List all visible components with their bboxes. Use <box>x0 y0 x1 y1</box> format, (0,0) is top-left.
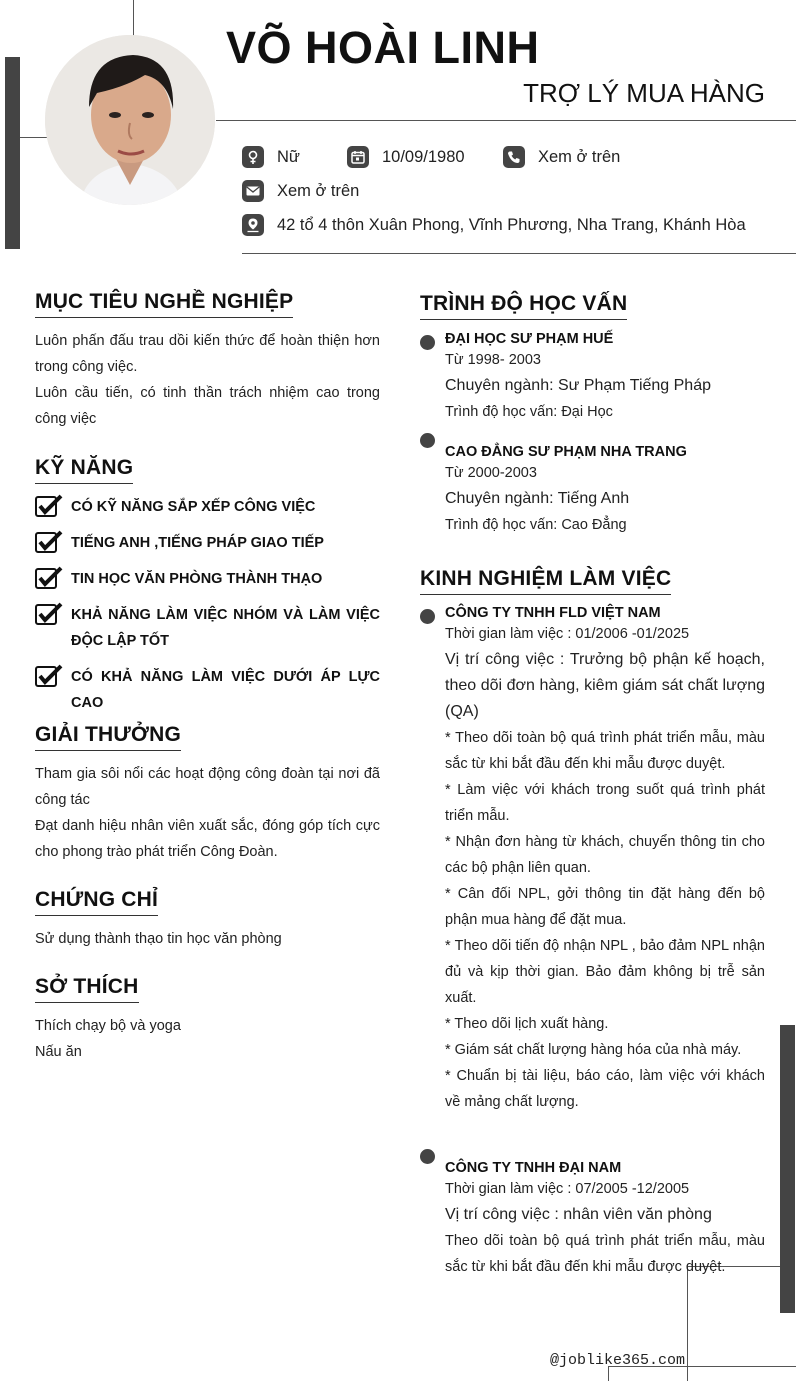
timeline-dot <box>420 1149 435 1164</box>
checkbox-check-icon <box>35 494 63 518</box>
checkbox-check-icon <box>35 566 63 590</box>
duty-line: * Theo dõi toàn bộ quá trình phát triển mẫu, màu sắc từ khi bắt đầu đến khi mẫu được duyệt. <box>445 730 765 772</box>
phone-info <box>503 146 620 168</box>
duty-line: * Nhận đơn hàng từ khách, chuyển thông tin cho các bộ phận liên quan. <box>445 834 765 876</box>
address-info <box>242 214 746 236</box>
skill-item: CÓ KỸ NĂNG SẮP XẾP CÔNG VIỆC <box>35 494 380 520</box>
corner-box-left <box>687 1266 688 1381</box>
email-info <box>242 180 359 202</box>
phone-icon <box>503 146 525 168</box>
work-position: Vị trí công việc : Trưởng bộ phận kế hoạch, theo dõi đơn hàng, kiêm giám sát chất lượng (QA) <box>445 651 765 720</box>
section-title: TRÌNH ĐỘ HỌC VẤN <box>420 292 627 320</box>
education-item <box>445 444 765 538</box>
top-vertical-line <box>133 0 134 40</box>
section-title: CHỨNG CHỈ <box>35 888 158 916</box>
duty-line: * Giám sát chất lượng hàng hóa của nhà máy. <box>445 1042 742 1058</box>
education-level: Trình độ học vấn: Cao Đẳng <box>445 517 627 533</box>
experience-item <box>445 1160 765 1280</box>
gender-text: Nữ <box>277 147 300 166</box>
education-level: Trình độ học vấn: Đại Học <box>445 404 613 420</box>
checkbox-check-icon <box>35 664 63 688</box>
skill-item: CÓ KHẢ NĂNG LÀM VIỆC DƯỚI ÁP LỰC CAO <box>35 664 380 716</box>
birthday-text: 10/09/1980 <box>382 147 465 166</box>
watermark: @joblike365.com <box>550 1352 686 1369</box>
email-icon <box>242 180 264 202</box>
header-divider <box>216 120 796 121</box>
duty-line: * Theo dõi tiến độ nhận NPL , bảo đảm NPL nhận đủ và kịp thời gian. Bảo đảm không bị trễ sản xuất. <box>445 938 765 1006</box>
skills-section <box>35 456 380 716</box>
duty-line: * Theo dõi lịch xuất hàng. <box>445 1016 609 1032</box>
company-name: CÔNG TY TNHH FLD VIỆT NAM <box>445 605 661 621</box>
award-line: Tham gia sôi nổi các hoạt động công đoàn tại nơi đã công tác <box>35 766 380 808</box>
candidate-name: VÕ HOÀI LINH <box>226 22 540 73</box>
address-text: 42 tổ 4 thôn Xuân Phong, Vĩnh Phương, Nha Trang, Khánh Hòa <box>277 215 746 234</box>
objective-section <box>35 290 380 432</box>
hobby-line: Thích chạy bộ và yoga <box>35 1018 181 1034</box>
school-name: ĐẠI HỌC SƯ PHẠM HUẾ <box>445 331 614 347</box>
gender-icon <box>242 146 264 168</box>
info-divider <box>242 253 796 254</box>
timeline-dot <box>420 609 435 624</box>
certificate-line: Sử dụng thành thạo tin học văn phòng <box>35 931 282 947</box>
skill-item: TIẾNG ANH ,TIẾNG PHÁP GIAO TIẾP <box>35 530 380 556</box>
hobby-line: Nấu ăn <box>35 1044 82 1060</box>
section-title: KINH NGHIỆM LÀM VIỆC <box>420 567 671 595</box>
hobbies-section <box>35 975 380 1065</box>
work-position: Vị trí công việc : nhân viên văn phòng <box>445 1206 712 1223</box>
education-major: Chuyên ngành: Sư Phạm Tiếng Pháp <box>445 377 711 394</box>
school-name: CAO ĐẲNG SƯ PHẠM NHA TRANG <box>445 444 687 460</box>
gender-info <box>242 146 300 168</box>
skill-item: TIN HỌC VĂN PHÒNG THÀNH THẠO <box>35 566 380 592</box>
right-accent-bar <box>780 1025 795 1313</box>
birthday-info <box>347 146 465 168</box>
company-name: CÔNG TY TNHH ĐẠI NAM <box>445 1160 622 1176</box>
experience-item <box>445 605 765 1115</box>
education-major: Chuyên ngành: Tiếng Anh <box>445 490 630 507</box>
duty-line: * Cân đối NPL, gởi thông tin đặt hàng đến bộ phận mua hàng để đặt mua. <box>445 886 765 928</box>
calendar-icon <box>347 146 369 168</box>
location-icon <box>242 214 264 236</box>
duty-line: * Làm việc với khách trong suốt quá trình phát triển mẫu. <box>445 782 765 824</box>
awards-section <box>35 723 380 865</box>
experience-section <box>420 567 765 595</box>
work-period: Thời gian làm việc : 01/2006 -01/2025 <box>445 626 690 642</box>
email-text: Xem ở trên <box>277 181 360 200</box>
work-period: Thời gian làm việc : 07/2005 -12/2005 <box>445 1181 690 1197</box>
education-item <box>445 331 765 425</box>
section-title: KỸ NĂNG <box>35 456 133 484</box>
award-line: Đạt danh hiệu nhân viên xuất sắc, đóng góp tích cực cho phong trào phát triển Công Đoàn. <box>35 818 380 860</box>
education-period: Từ 1998- 2003 <box>445 352 541 368</box>
left-accent-bar <box>5 57 20 249</box>
timeline-dot <box>420 433 435 448</box>
avatar-left-line <box>20 137 48 138</box>
job-title: TRỢ LÝ MUA HÀNG <box>523 78 765 108</box>
avatar <box>45 35 215 205</box>
duty-line: * Chuẩn bị tài liệu, báo cáo, làm việc với khách về mảng chất lượng. <box>445 1068 765 1110</box>
checkbox-check-icon <box>35 602 63 626</box>
timeline-dot <box>420 335 435 350</box>
section-title: MỤC TIÊU NGHỀ NGHIỆP <box>35 290 293 318</box>
skill-item: KHẢ NĂNG LÀM VIỆC NHÓM VÀ LÀM VIỆC ĐỘC LẬP TỐT <box>35 602 380 654</box>
checkbox-check-icon <box>35 530 63 554</box>
section-title: SỞ THÍCH <box>35 975 139 1003</box>
objective-line: Luôn cầu tiến, có tinh thần trách nhiệm cao trong công việc <box>35 385 380 427</box>
objective-line: Luôn phấn đấu trau dồi kiến thức để hoàn thiện hơn trong công việc. <box>35 333 380 375</box>
phone-text: Xem ở trên <box>538 147 621 166</box>
education-period: Từ 2000-2003 <box>445 465 537 481</box>
section-title: GIẢI THƯỞNG <box>35 723 181 751</box>
education-section <box>420 292 765 320</box>
duty-line: Theo dõi toàn bộ quá trình phát triển mẫu, màu sắc từ khi bắt đầu đến khi mẫu được duyệt. <box>445 1233 765 1275</box>
certificates-section <box>35 888 380 952</box>
